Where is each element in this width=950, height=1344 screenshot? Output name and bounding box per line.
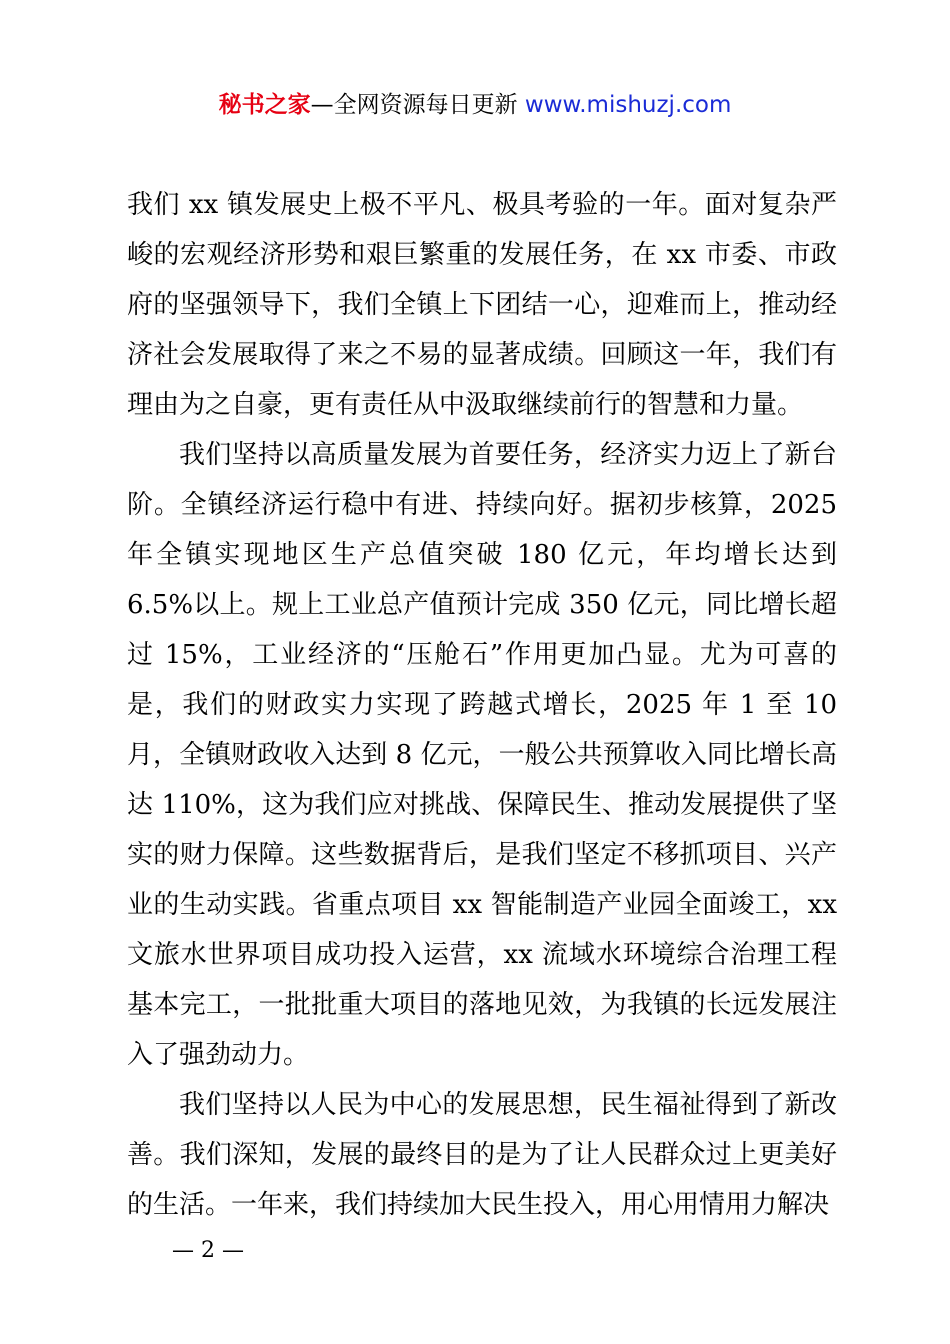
paragraph-economy: 我们坚持以高质量发展为首要任务，经济实力迈上了新台阶。全镇经济运行稳中有进、持续向好。据初步核算，2025 年全镇实现地区生产总值突破 180 亿元，年均增长达到 6.5%以上。规上工业总产值预计完成 350 亿元，同比增长超过 15%，工业经济的“压舱石”作用更加凸显。尤为可喜的是，我们的财政实力实现了跨越式增长，2025 年 1 至 10 月，全镇财政收入达到 8 亿元，一般公共预算收入同比增长高达 110%，这为我们应对挑战、保障民生、推动发展提供了坚实的财力保障。这些数据背后，是我们坚定不移抓项目、兴产业的生动实践。省重点项目 xx 智能制造产业园全面竣工，xx 文旅水世界项目成功投入运营，xx 流域水环境综合治理工程基本完工，一批批重大项目的落地见效，为我镇的长远发展注入了强劲动力。: [127, 440, 837, 1070]
paragraph-livelihood: 我们坚持以人民为中心的发展思想，民生福祉得到了新改善。我们深知，发展的最终目的是为了让人民群众过上更美好的生活。一年来，我们持续加大民生投入，用心用情用力解决: [127, 1090, 837, 1220]
document-body: [127, 180, 837, 1230]
page-number: — 2 —: [172, 1238, 244, 1263]
site-url-link[interactable]: www.mishuzj.com: [524, 92, 732, 118]
paragraph-continuation: 我们 xx 镇发展史上极不平凡、极具考验的一年。面对复杂严峻的宏观经济形势和艰巨繁重的发展任务，在 xx 市委、市政府的坚强领导下，我们全镇上下团结一心，迎难而上，推动经济社会发展取得了来之不易的显著成绩。回顾这一年，我们有理由为之自豪，更有责任从中汲取继续前行的智慧和力量。: [127, 190, 837, 420]
site-header: [0, 88, 950, 122]
site-tagline: —全网资源每日更新: [310, 92, 518, 118]
site-brand: 秘书之家: [218, 92, 311, 118]
